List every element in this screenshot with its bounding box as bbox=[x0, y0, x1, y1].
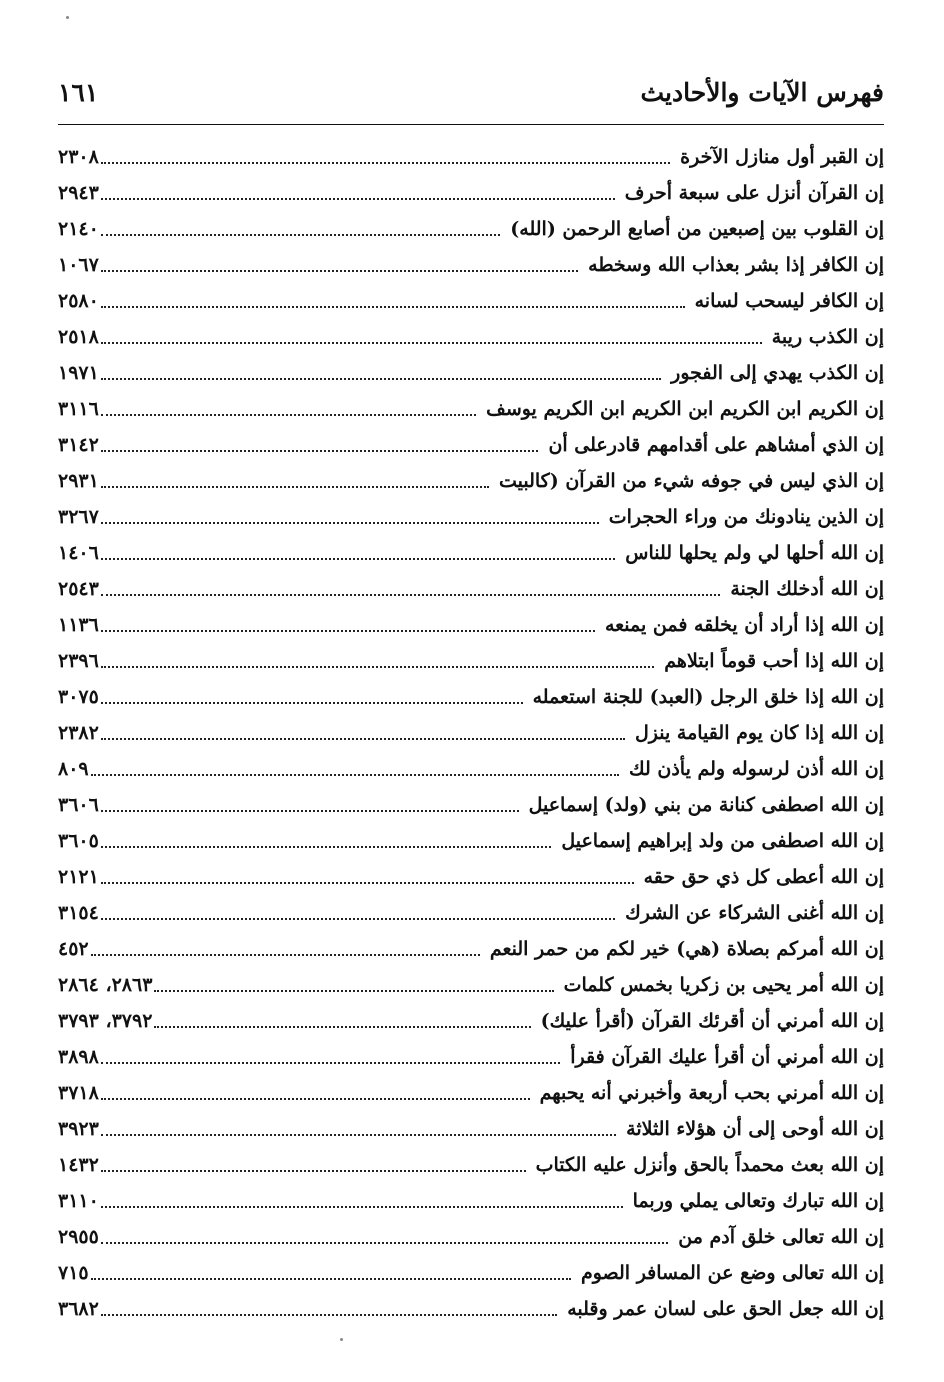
entry-reference: ٣٦٨٢ bbox=[58, 1298, 99, 1320]
entry-reference: ٧١٥ bbox=[58, 1262, 89, 1284]
entry-text: إن الكذب ريبة bbox=[771, 326, 884, 348]
index-entry bbox=[58, 535, 884, 571]
leader-dots bbox=[101, 450, 539, 452]
page-header bbox=[58, 72, 884, 112]
entry-reference: ٣١١٦ bbox=[58, 398, 99, 420]
entry-reference: ٣١٤٢ bbox=[58, 434, 99, 456]
leader-dots bbox=[101, 1062, 560, 1064]
entry-text: إن الله أوحى إلى أن هؤلاء الثلاثة bbox=[626, 1118, 884, 1140]
entry-text: إن الكافر إذا بشر بعذاب الله وسخطه bbox=[588, 254, 884, 276]
entry-text: إن الله بعث محمداً بالحق وأنزل عليه الكتاب bbox=[535, 1154, 884, 1176]
leader-dots bbox=[101, 558, 615, 560]
index-entry bbox=[58, 859, 884, 895]
index-entry bbox=[58, 499, 884, 535]
leader-dots bbox=[101, 594, 721, 596]
index-entry bbox=[58, 1147, 884, 1183]
entry-text: إن الله إذا أراد أن يخلقه فمن يمنعه bbox=[604, 614, 884, 636]
leader-dots bbox=[101, 234, 500, 236]
entry-text: إن الله جعل الحق على لسان عمر وقلبه bbox=[567, 1298, 884, 1320]
leader-dots bbox=[91, 1278, 571, 1280]
entry-reference: ١٩٧١ bbox=[58, 362, 99, 384]
entry-text: إن الله إذا خلق الرجل (العبد) للجنة استعمله bbox=[532, 686, 884, 708]
entry-reference: ٣٦٠٦ bbox=[58, 794, 99, 816]
page-number: ١٦١ bbox=[58, 77, 99, 107]
entry-text: إن الله أدخلك الجنة bbox=[730, 578, 884, 600]
entry-reference: ٢٨٦٣، ٢٨٦٤ bbox=[58, 974, 153, 996]
index-entry bbox=[58, 391, 884, 427]
leader-dots bbox=[101, 342, 762, 344]
index-entry bbox=[58, 247, 884, 283]
index-entry bbox=[58, 355, 884, 391]
entry-reference: ٤٥٢ bbox=[58, 938, 89, 960]
leader-dots bbox=[101, 306, 685, 308]
leader-dots bbox=[101, 270, 578, 272]
entry-text: إن الله تعالى وضع عن المسافر الصوم bbox=[580, 1262, 884, 1284]
leader-dots bbox=[154, 990, 553, 992]
leader-dots bbox=[101, 1134, 616, 1136]
entry-reference: ٨٠٩ bbox=[58, 758, 89, 780]
leader-dots bbox=[101, 1242, 668, 1244]
entry-text: إن الذي ليس في جوفه شيء من القرآن (كالبيت bbox=[498, 470, 884, 492]
entry-reference: ١٤٠٦ bbox=[58, 542, 99, 564]
index-entry bbox=[58, 715, 884, 751]
entry-text: إن الله أمر يحيى بن زكريا بخمس كلمات bbox=[563, 974, 884, 996]
scan-speck bbox=[66, 16, 69, 19]
index-entry bbox=[58, 751, 884, 787]
leader-dots bbox=[101, 1314, 557, 1316]
index-entry bbox=[58, 1255, 884, 1291]
entry-reference: ١٤٣٢ bbox=[58, 1154, 99, 1176]
entry-reference: ٣٨٩٨ bbox=[58, 1046, 99, 1068]
entry-reference: ٢٥٨٠ bbox=[58, 290, 99, 312]
leader-dots bbox=[101, 918, 615, 920]
entry-text: إن الذين ينادونك من وراء الحجرات bbox=[608, 506, 884, 528]
entry-text: إن الله اصطفى من ولد إبراهيم إسماعيل bbox=[561, 830, 884, 852]
index-entry bbox=[58, 139, 884, 175]
leader-dots bbox=[101, 1206, 623, 1208]
entry-text: إن الكريم ابن الكريم ابن الكريم ابن الكريم يوسف bbox=[486, 398, 884, 420]
entry-text: إن الذي أمشاهم على أقدامهم قادرعلى أن bbox=[548, 434, 884, 456]
scan-speck bbox=[340, 1338, 343, 1341]
entry-reference: ٢٩٤٣ bbox=[58, 182, 99, 204]
index-entry bbox=[58, 1183, 884, 1219]
index-entry bbox=[58, 787, 884, 823]
page-title: فهرس الآيات والأحاديث bbox=[640, 77, 884, 107]
leader-dots bbox=[101, 666, 654, 668]
entry-text: إن الكذب يهدي إلى الفجور bbox=[671, 362, 884, 384]
leader-dots bbox=[101, 414, 476, 416]
index-entry bbox=[58, 1111, 884, 1147]
entry-reference: ٢١٤٠ bbox=[58, 218, 99, 240]
leader-dots bbox=[101, 738, 625, 740]
entry-text: إن القبر أول منازل الآخرة bbox=[680, 146, 884, 168]
leader-dots bbox=[101, 846, 552, 848]
leader-dots bbox=[101, 378, 661, 380]
leader-dots bbox=[101, 522, 599, 524]
entry-text: إن الله أعطى كل ذي حق حقه bbox=[643, 866, 884, 888]
entry-text: إن الله أذن لرسوله ولم يأذن لك bbox=[628, 758, 884, 780]
index-entry bbox=[58, 931, 884, 967]
index-entry bbox=[58, 211, 884, 247]
entry-text: إن الله اصطفى كنانة من بني (ولد) إسماعيل bbox=[528, 794, 884, 816]
entry-text: إن الله أمركم بصلاة (هي) خير لكم من حمر النعم bbox=[489, 938, 884, 960]
leader-dots bbox=[101, 486, 489, 488]
entry-text: إن الله أمرني بحب أربعة وأخبرني أنه يحبهم bbox=[539, 1082, 884, 1104]
index-entry bbox=[58, 1003, 884, 1039]
leader-dots bbox=[101, 198, 615, 200]
entry-text: إن القرآن أنزل على سبعة أحرف bbox=[624, 182, 884, 204]
entry-text: إن الكافر ليسحب لسانه bbox=[694, 290, 884, 312]
leader-dots bbox=[91, 774, 619, 776]
leader-dots bbox=[101, 810, 519, 812]
entry-reference: ٣٧٩٢، ٣٧٩٣ bbox=[58, 1010, 153, 1032]
entry-text: إن الله أمرني أن أقرأ عليك القرآن فقرأ bbox=[570, 1046, 884, 1068]
index-entry bbox=[58, 427, 884, 463]
entry-reference: ١١٣٦ bbox=[58, 614, 99, 636]
index-entry bbox=[58, 823, 884, 859]
index-entry bbox=[58, 1291, 884, 1327]
entry-reference: ٣٠٧٥ bbox=[58, 686, 99, 708]
entry-reference: ٣١١٠ bbox=[58, 1190, 99, 1212]
index-entry bbox=[58, 643, 884, 679]
index-list bbox=[58, 139, 884, 1327]
leader-dots bbox=[91, 954, 480, 956]
entry-reference: ٢٥١٨ bbox=[58, 326, 99, 348]
entry-reference: ٣٧١٨ bbox=[58, 1082, 99, 1104]
index-entry bbox=[58, 679, 884, 715]
entry-reference: ٢١٢١ bbox=[58, 866, 99, 888]
entry-reference: ١٠٦٧ bbox=[58, 254, 99, 276]
leader-dots bbox=[101, 1098, 530, 1100]
entry-reference: ٢٣٨٢ bbox=[58, 722, 99, 744]
entry-reference: ٣٦٠٥ bbox=[58, 830, 99, 852]
entry-text: إن الله تعالى خلق آدم من bbox=[678, 1226, 884, 1248]
index-entry bbox=[58, 895, 884, 931]
entry-text: إن الله تبارك وتعالى يملي وربما bbox=[632, 1190, 884, 1212]
entry-reference: ٢٣٩٦ bbox=[58, 650, 99, 672]
index-entry bbox=[58, 571, 884, 607]
entry-reference: ٢٩٣١ bbox=[58, 470, 99, 492]
index-entry bbox=[58, 1219, 884, 1255]
entry-reference: ٢٥٤٣ bbox=[58, 578, 99, 600]
entry-reference: ٣١٥٤ bbox=[58, 902, 99, 924]
entry-text: إن الله أغنى الشركاء عن الشرك bbox=[625, 902, 884, 924]
entry-reference: ٢٩٥٥ bbox=[58, 1226, 99, 1248]
index-entry bbox=[58, 967, 884, 1003]
leader-dots bbox=[101, 630, 595, 632]
leader-dots bbox=[101, 882, 634, 884]
index-entry bbox=[58, 319, 884, 355]
index-entry bbox=[58, 1075, 884, 1111]
leader-dots bbox=[101, 162, 670, 164]
entry-text: إن الله أحلها لي ولم يحلها للناس bbox=[625, 542, 884, 564]
index-entry bbox=[58, 283, 884, 319]
entry-reference: ٢٣٠٨ bbox=[58, 146, 99, 168]
entry-text: إن الله أمرني أن أقرئك القرآن (أقرأ عليك) bbox=[540, 1010, 884, 1032]
header-rule bbox=[58, 124, 884, 125]
leader-dots bbox=[101, 1170, 526, 1172]
entry-text: إن الله إذا كان يوم القيامة ينزل bbox=[634, 722, 884, 744]
leader-dots bbox=[154, 1026, 530, 1028]
index-entry bbox=[58, 463, 884, 499]
entry-text: إن القلوب بين إصبعين من أصابع الرحمن (الله) bbox=[510, 218, 884, 240]
entry-reference: ٣٢٦٧ bbox=[58, 506, 99, 528]
index-entry bbox=[58, 1039, 884, 1075]
index-entry bbox=[58, 607, 884, 643]
leader-dots bbox=[101, 702, 523, 704]
index-entry bbox=[58, 175, 884, 211]
entry-text: إن الله إذا أحب قوماً ابتلاهم bbox=[664, 650, 884, 672]
entry-reference: ٣٩٢٣ bbox=[58, 1118, 99, 1140]
